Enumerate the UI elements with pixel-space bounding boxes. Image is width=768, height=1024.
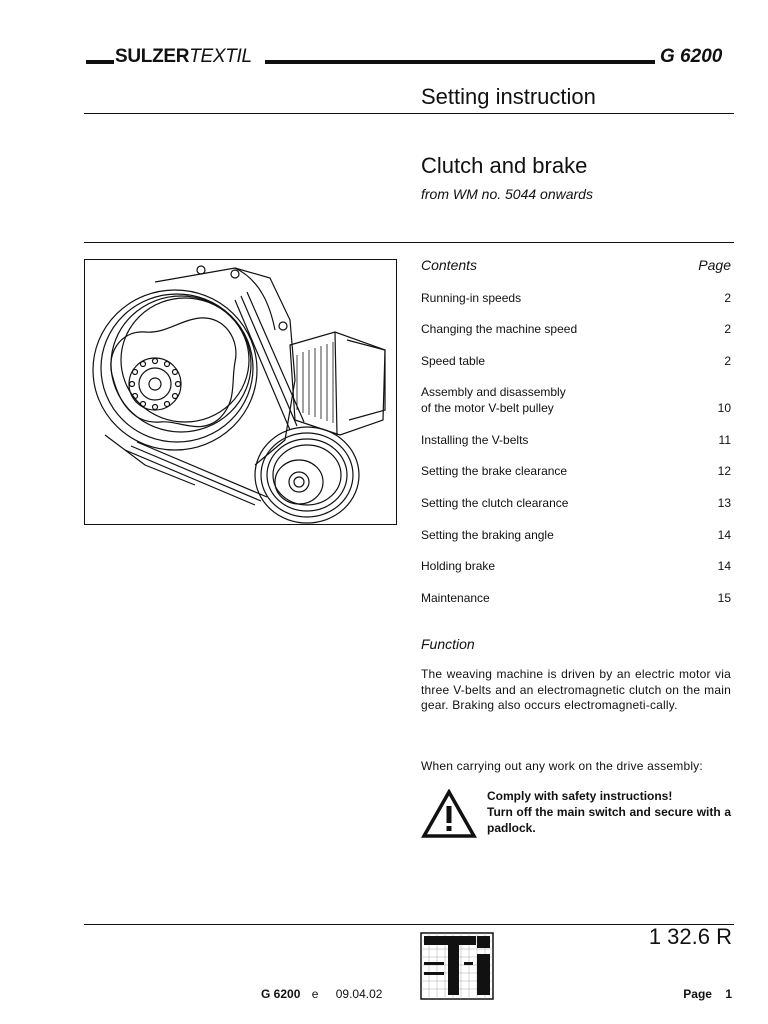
brand-light: TEXTIL	[189, 46, 252, 67]
page-title: Clutch and brake	[421, 153, 588, 178]
header-rule-left	[86, 60, 114, 64]
toc-item-page: 2	[724, 291, 731, 305]
page-subtitle: from WM no. 5044 onwards	[421, 186, 593, 202]
toc-item-label: Assembly and disassembly	[421, 385, 566, 399]
safety-warning	[487, 788, 731, 836]
document-number: 1 32.6 R	[648, 924, 732, 949]
toc-item-label: Installing the V-belts	[421, 433, 529, 447]
toc-item	[421, 495, 731, 511]
function-intro: When carrying out any work on the drive assembly:	[421, 759, 703, 773]
contents-page-heading: Page	[698, 257, 731, 273]
toc-item-label-continued: of the motor V-belt pulley	[421, 401, 554, 415]
toc-item-page: 2	[724, 322, 731, 336]
divider-top	[84, 113, 734, 114]
toc-item-label: Running-in speeds	[421, 291, 522, 305]
toc-item	[421, 590, 731, 606]
toc-item-page: 13	[717, 496, 731, 510]
toc-item-page: 15	[717, 591, 731, 605]
drive-assembly-drawing	[85, 260, 396, 524]
footer-info	[261, 987, 382, 1001]
toc-item	[421, 432, 731, 448]
toc-item-label: Speed table	[421, 354, 486, 368]
contents-heading: Contents	[421, 257, 478, 273]
brand-logo	[115, 46, 252, 68]
toc-item-label: Setting the clutch clearance	[421, 496, 569, 510]
toc-item	[421, 290, 731, 306]
warning-line-1: Comply with safety instructions!	[487, 789, 673, 803]
warning-triangle-icon	[421, 789, 477, 839]
doc-type: Setting instruction	[421, 84, 596, 109]
toc-item-label: Holding brake	[421, 559, 496, 573]
toc-item-page: 11	[718, 433, 731, 447]
toc-item	[421, 321, 731, 337]
toc-item-label: Setting the braking angle	[421, 528, 554, 542]
footer-language: e	[311, 987, 319, 1001]
footer-page-label: Page	[683, 987, 712, 1001]
toc-item	[421, 558, 731, 574]
function-heading: Function	[421, 636, 475, 652]
toc-item-label: Maintenance	[421, 591, 490, 605]
brand-bold: SULZER	[115, 46, 190, 67]
warning-line-2: Turn off the main switch and secure with a padlock.	[487, 805, 731, 835]
toc-item-label: Setting the brake clearance	[421, 464, 568, 478]
toc-item-page: 2	[724, 354, 731, 368]
function-paragraph: The weaving machine is driven by an electric motor via three V-belts and an electromagnetic clutch on the main gear. Braking also occurs electromagneti-cally.	[421, 667, 731, 712]
divider-mid	[84, 242, 734, 243]
divider-bottom	[84, 924, 734, 925]
toc-item-page: 10	[717, 401, 731, 415]
toc-item	[421, 527, 731, 543]
toc-item-label: Changing the machine speed	[421, 322, 578, 336]
header-rule-mid	[265, 60, 655, 64]
drive-assembly-illustration	[84, 259, 397, 525]
footer-page	[683, 987, 732, 1001]
sulzer-textil-emblem-icon	[420, 932, 494, 1000]
header-model: G 6200	[660, 46, 723, 67]
footer-model: G 6200	[261, 987, 301, 1001]
toc-item	[421, 353, 731, 369]
toc-item	[421, 384, 731, 416]
footer-page-number: 1	[725, 987, 732, 1001]
toc-item-page: 12	[717, 464, 731, 478]
toc-item	[421, 463, 731, 479]
footer-date: 09.04.02	[335, 987, 383, 1001]
toc-item-page: 14	[717, 528, 731, 542]
toc-item-page: 14	[717, 559, 731, 573]
